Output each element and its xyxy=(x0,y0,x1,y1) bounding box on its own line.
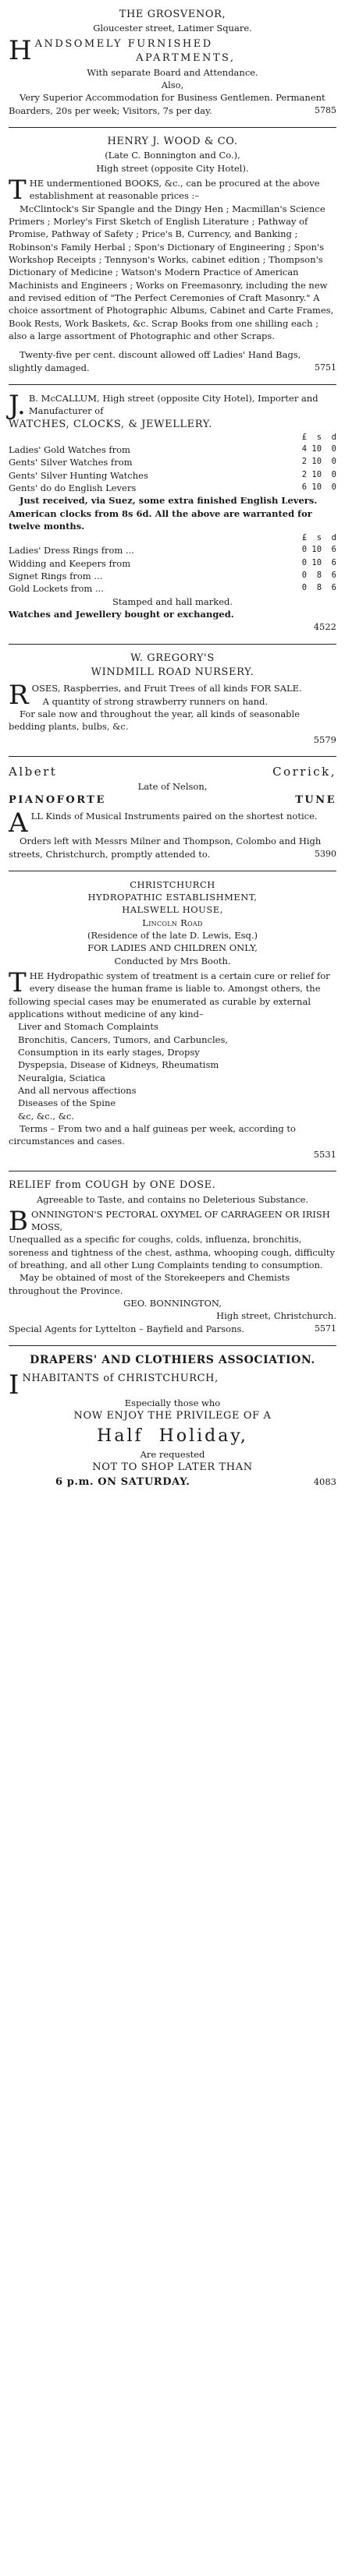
corrick-trade: PIANOFORTE TUNE xyxy=(9,793,336,806)
bonnington-body: Unequalled as a specific for coughs, colds, influenza, bronchitis, soreness and tightness of the chest, asthma, whooping cough, difficulty of breathing, and all other Lung Complaints tending to consumption. xyxy=(9,1234,336,1271)
hydro-conducted: Conducted by Mrs Booth. xyxy=(114,955,231,966)
list-item: Dyspepsia, Disease of Kidneys, Rheumatism xyxy=(18,1059,219,1071)
corrick-intro: A LL Kinds of Musical Instruments paired on the shortest notice. xyxy=(9,807,318,839)
corrick-name: Albert Corrick, xyxy=(9,765,336,779)
drop-cap: B xyxy=(9,1205,28,1237)
price-amount: 6 10 0 xyxy=(301,482,336,493)
ad-number: 5571 xyxy=(315,1323,336,1334)
drapers-intro: I NHABITANTS of CHRISTCHURCH, xyxy=(9,1369,219,1401)
grosvenor-line1: ANDSOMELY FURNISHED xyxy=(34,37,213,50)
divider xyxy=(9,756,336,757)
bonnington-ad xyxy=(9,1177,336,1340)
hydro-terms: Terms – From two and a half guineas per week, according to circumstances and cases. xyxy=(9,1123,296,1147)
price-amount: 0 8 6 xyxy=(301,583,336,593)
divider xyxy=(9,127,336,128)
price-row xyxy=(9,557,336,570)
price-amount: 2 10 0 xyxy=(301,457,336,467)
drop-cap: J. xyxy=(9,390,26,422)
drop-cap: T xyxy=(9,967,27,999)
wood-title: HENRY J. WOOD & CO. xyxy=(107,136,238,147)
bonnington-sig1: GEO. BONNINGTON, xyxy=(123,1298,222,1309)
gregory-p3: For sale now and throughout the year, all kinds of seasonable bedding plants, bulbs, &c. xyxy=(9,708,301,733)
gregory-title: W. GREGORY'S xyxy=(130,652,215,664)
corrick-sub: Late of Nelson, xyxy=(137,781,208,793)
wood-footer: Twenty-five per cent. discount allowed off Ladies' Hand Bags, slightly damaged. 5751 xyxy=(9,349,336,373)
divider xyxy=(9,644,336,645)
price-amount: 0 8 6 xyxy=(301,570,336,580)
price-list-watches xyxy=(9,443,336,494)
hydro-road: Lincoln Road xyxy=(142,917,203,928)
wood-intro: T HE undermentioned BOOKS, &c., can be procured at the above establishment at reasonable prices :– xyxy=(9,175,320,207)
drapers-l2: NOW ENJOY THE PRIVILEGE OF A xyxy=(73,1410,272,1422)
wood-ad xyxy=(9,133,336,379)
price-amount: 0 10 6 xyxy=(301,557,336,567)
hydro-ad xyxy=(9,877,336,1165)
hydro-intro: T HE Hydropathic system of treatment is a certain cure or relief for every disease the human frame is liable to. Amongst others, the following special cases may be enumerated as curable by external applications without medicine of any kind– xyxy=(9,967,330,1020)
mccallum-middle: Just received, via Suez, some extra finished English Levers. American clocks from 8s 6d. All the above are warranted for twelve months. xyxy=(9,495,318,532)
grosvenor-ad xyxy=(9,6,336,122)
drapers-ad xyxy=(9,1352,336,1494)
grosvenor-body: Very Superior Accommodation for Business Gentlemen. Permanent Boarders, 20s per week; Visitors, 7s per day. 5785 xyxy=(9,92,336,116)
drapers-half-holiday: Half Holiday, xyxy=(97,1426,248,1446)
list-item: Bronchitis, Cancers, Tumors, and Carbuncles, xyxy=(18,1034,229,1045)
mccallum-ad xyxy=(9,390,336,638)
divider xyxy=(9,384,336,385)
price-label: Ladies' Dress Rings from ... xyxy=(9,545,134,557)
price-label: Widding and Keepers from xyxy=(9,557,131,569)
drop-cap: A xyxy=(9,807,28,839)
list-item: And all nervous affections xyxy=(18,1085,137,1097)
wood-body: McClintock's Sir Spangle and the Dingy Hen ; Macmillan's Science Primers ; Morley's First Sketch of English Literature ; Pathway of Promise, Pathway of Safety ; Price's B, Currency, and Banking ; Robinson's Family Herbal ; Spon's Dictionary of Engineering ; Spon's Workshop Receipts ; Tennyson's Works, cabinet edition ; Thompson's Dictionary of Medicine ; Watson's Modern Practice of American Machinists and Engineers ; Works on Freemasonry, including the new and revised edition of "The Perfect Ceremonies of Craft Masonry." A choice assortment of Photographic Albums, Cabinet and Carte Frames, Book Rests, Work Baskets, &c. Scrap Books from one shilling each ; also a large assortment of Photographic and other Scraps. xyxy=(9,203,334,342)
drop-cap: R xyxy=(9,680,29,712)
lsd-header: £ s d xyxy=(301,433,336,443)
list-item: Consumption in its early stages, Dropsy xyxy=(18,1047,200,1058)
price-row xyxy=(9,570,336,582)
price-row xyxy=(9,582,336,595)
price-row xyxy=(9,443,336,456)
gregory-intro: R OSES, Raspberries, and Fruit Trees of all kinds FOR SALE. xyxy=(9,680,302,712)
list-item: Neuralgia, Sciatica xyxy=(18,1072,105,1083)
ad-number: 5579 xyxy=(313,733,336,745)
wood-address: High street (opposite City Hotel). xyxy=(96,162,249,174)
hydro-title2: HYDROPATHIC ESTABLISHMENT, xyxy=(87,892,258,903)
drapers-l5: NOT TO SHOP LATER THAN xyxy=(92,1461,253,1474)
price-amount: 0 10 6 xyxy=(301,545,336,555)
price-amount: 2 10 0 xyxy=(301,469,336,479)
corrick-ad xyxy=(9,762,336,865)
drop-cap: H xyxy=(9,34,32,66)
price-amount: 4 10 0 xyxy=(301,444,336,454)
divider xyxy=(9,1345,336,1346)
price-label: Gents' Silver Hunting Watches xyxy=(9,469,148,481)
lsd-header: £ s d xyxy=(301,533,336,543)
price-label: Gents' Silver Watches from xyxy=(9,457,133,468)
list-item: Diseases of the Spine xyxy=(18,1097,116,1109)
mccallum-heading: WATCHES, CLOCKS, & JEWELLERY. xyxy=(9,418,212,430)
grosvenor-line2: APARTMENTS, xyxy=(136,52,236,65)
price-row xyxy=(9,469,336,482)
bonnington-agents: Special Agents for Lyttelton – Bayfield and Parsons. 5571 xyxy=(9,1323,336,1334)
hydro-title3: HALSWELL HOUSE, xyxy=(122,904,223,916)
ad-number: 4083 xyxy=(313,1475,336,1487)
drop-cap: I xyxy=(9,1369,20,1401)
mccallum-stamped: Stamped and hall marked. xyxy=(112,595,233,607)
list-item: Liver and Stomach Complaints xyxy=(18,1021,158,1033)
bonnington-sig2: High street, Christchurch. xyxy=(216,1310,336,1322)
drapers-l1: Especially those who xyxy=(124,1397,221,1408)
bonnington-p2: May be obtained of most of the Storekeepers and Chemists throughout the Province. xyxy=(9,1272,290,1296)
gregory-p2: A quantity of strong strawberry runners on hand. xyxy=(42,695,269,707)
list-item: &c, &c., &c. xyxy=(18,1110,74,1122)
price-list-rings xyxy=(9,544,336,595)
price-label: Ladies' Gold Watches from xyxy=(9,444,130,456)
bonnington-intro: B ONNINGTON'S PECTORAL OXYMEL OF CARRAGEEN OR IRISH MOSS, xyxy=(9,1205,330,1237)
price-label: Signet Rings from ... xyxy=(9,570,103,581)
mccallum-footer: Watches and Jewellery bought or exchanged. xyxy=(9,608,234,620)
mccallum-intro: J. B. McCALLUM, High street (opposite City Hotel), Importer and Manufacturer of xyxy=(9,390,318,422)
hydro-title1: CHRISTCHURCH xyxy=(130,878,215,890)
newspaper-column xyxy=(9,0,336,1494)
price-row xyxy=(9,482,336,494)
price-label: Gents' do do English Levers xyxy=(9,482,137,494)
corrick-body: Orders left with Messrs Milner and Thompson, Colombo and High streets, Christchurch, promptly attended to. 5390 xyxy=(9,836,336,860)
price-label: Gold Lockets from ... xyxy=(9,583,104,595)
grosvenor-address: Gloucester street, Latimer Square. xyxy=(93,23,252,34)
drapers-title: DRAPERS' AND CLOTHIERS ASSOCIATION. xyxy=(30,1354,315,1367)
hydro-cases-list xyxy=(9,1020,336,1122)
wood-sub: (Late C. Bonnington and Co.), xyxy=(105,150,240,161)
gregory-sub: WINDMILL ROAD NURSERY. xyxy=(91,666,254,678)
bonnington-tag2: Agreeable to Taste, and contains no Deleterious Substance. xyxy=(36,1193,309,1205)
drapers-l4: Are requested xyxy=(140,1449,205,1460)
grosvenor-line3: With separate Board and Attendance. xyxy=(87,66,258,78)
gregory-ad xyxy=(9,650,336,751)
hydro-residence: (Residence of the late D. Lewis, Esq.) xyxy=(87,930,258,942)
drapers-l6: 6 p.m. ON SATURDAY. 4083 xyxy=(9,1475,336,1489)
price-row xyxy=(9,456,336,468)
grosvenor-line4: Also, xyxy=(161,80,184,91)
ad-number: 5785 xyxy=(315,104,336,115)
bonnington-tagline: RELIEF from COUGH by ONE DOSE. xyxy=(9,1179,216,1192)
drop-cap: T xyxy=(9,175,27,207)
ad-number: 4522 xyxy=(313,621,336,633)
ad-number: 5390 xyxy=(315,848,336,859)
price-row xyxy=(9,544,336,557)
ad-number: 5531 xyxy=(313,1148,336,1160)
ad-number: 5751 xyxy=(315,362,336,373)
grosvenor-title: THE GROSVENOR, xyxy=(119,9,226,20)
hydro-for: FOR LADIES AND CHILDREN ONLY, xyxy=(87,942,258,954)
